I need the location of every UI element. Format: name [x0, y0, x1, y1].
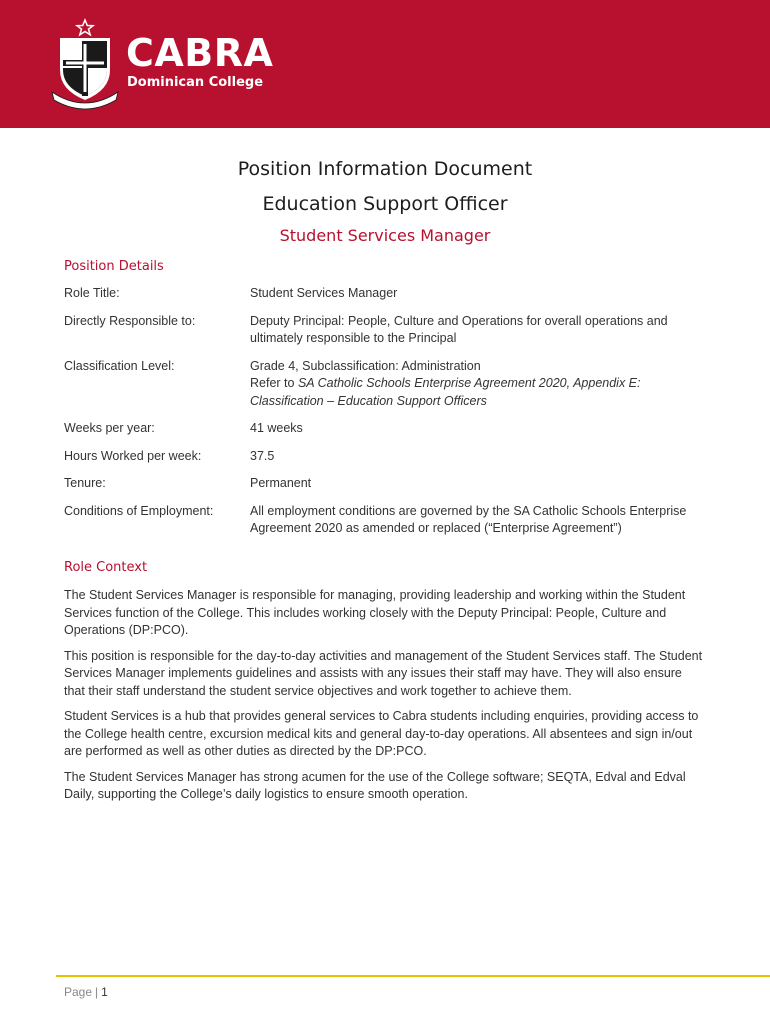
college-crest-icon [50, 18, 120, 110]
detail-value: 41 weeks [250, 421, 303, 435]
position-details-table [64, 285, 714, 538]
context-paragraph: This position is responsible for the day-to-day activities and management of the Student Services staff. The Student Services Manager implements guidelines and assists with any issues their staff may have. They will also ensure that their staff understand the student service objectives and work together to achieve them. [64, 648, 703, 698]
page-separator: | [95, 985, 99, 999]
document-title: Position Information Document [237, 158, 533, 180]
role-context-body [64, 587, 704, 812]
page-footer [64, 985, 108, 999]
detail-value: Student Services Manager [250, 286, 398, 300]
classification-reference [250, 375, 710, 410]
detail-label: Hours Worked per week: [64, 448, 202, 463]
detail-value: Deputy Principal: People, Culture and Operations for overall operations and ultimately responsible to the Principal [250, 313, 668, 345]
detail-label: Role Title: [64, 286, 120, 300]
detail-value: All employment conditions are governed by the SA Catholic Schools Enterprise Agreement 2020 as amended or replaced (“Enterprise Agreement”) [250, 503, 687, 535]
document-role: Student Services Manager [279, 226, 491, 245]
detail-label: Classification Level: [64, 358, 175, 373]
detail-value: 37.5 [250, 448, 275, 463]
detail-label: Tenure: [64, 476, 106, 490]
classification-grade: Grade 4, Subclassification: Administration [250, 358, 481, 373]
page-label: Page [64, 985, 93, 999]
detail-row [64, 448, 714, 466]
detail-row [64, 420, 714, 438]
detail-row [64, 503, 714, 538]
detail-row [64, 313, 714, 348]
detail-label: Weeks per year: [64, 421, 155, 435]
header-banner [0, 0, 770, 128]
context-paragraph: The Student Services Manager is responsible for managing, providing leadership and working within the Student Services function of the College. This includes working closely with the Deputy Principal: People, Culture and Operations (DP:PCO). [64, 588, 686, 637]
reference-agreement: SA Catholic Schools Enterprise Agreement 2020, Appendix E: Classification – Education Support Officers [250, 376, 641, 408]
brand-name: CABRA [126, 31, 274, 75]
reference-prefix: Refer to [250, 376, 298, 390]
brand-subtitle: Dominican College [127, 75, 264, 90]
context-paragraph: Student Services is a hub that provides general services to Cabra students including enquiries, providing access to the College health centre, excursion medical kits and general day-to-day operations. All absentees and sign in/out are performed as well as other duties as directed by the DP:PCO. [64, 709, 699, 758]
detail-label: Conditions of Employment: [64, 503, 214, 518]
document-subtitle: Education Support Officer [262, 193, 508, 215]
detail-value: Permanent [250, 476, 312, 490]
detail-label: Directly Responsible to: [64, 313, 196, 328]
position-details-heading: Position Details [64, 259, 164, 274]
page-number: 1 [101, 985, 108, 999]
detail-row [64, 358, 714, 411]
detail-row [64, 285, 714, 303]
role-context-heading: Role Context [64, 560, 148, 575]
detail-row [64, 475, 714, 493]
context-paragraph: The Student Services Manager has strong acumen for the use of the College software; SEQTA, Edval and Edval Daily, supporting the College’s daily logistics to ensure smooth operation. [64, 769, 686, 801]
footer-divider [56, 975, 770, 977]
detail-value [250, 358, 710, 411]
title-block [0, 156, 770, 247]
